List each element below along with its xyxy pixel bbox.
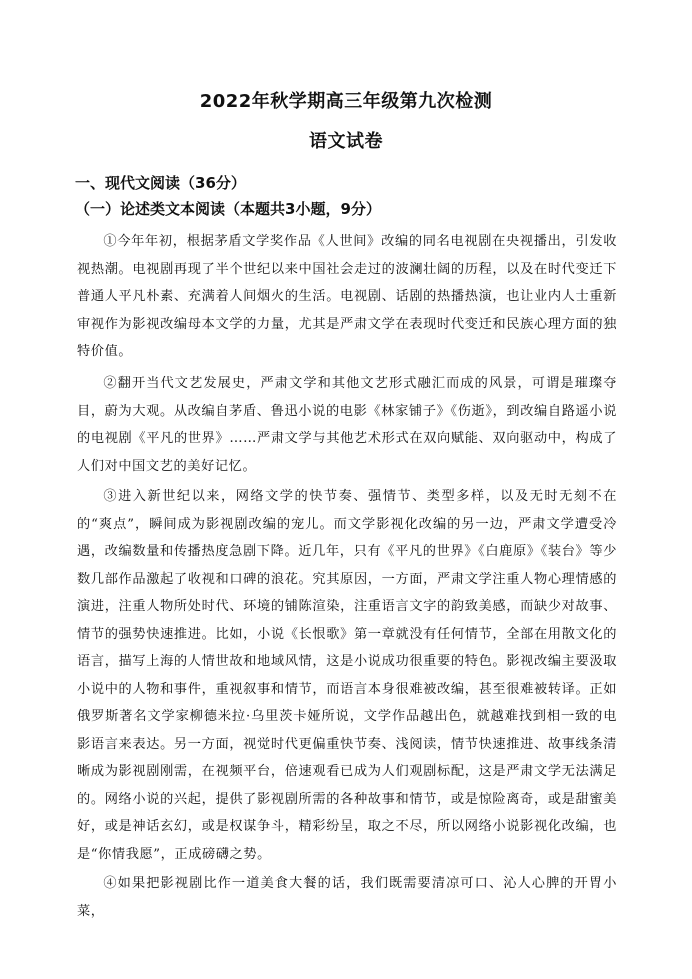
subsection-heading: （一）论述类文本阅读（本题共3小题，9分） [75,200,381,218]
section-heading: 一、现代文阅读（36分） [75,174,246,192]
exam-subtitle: 语文试卷 [309,131,383,152]
exam-title: 2022年秋学期高三年级第九次检测 [199,91,493,112]
paragraph-1: ①今年年初，根据茅盾文学奖作品《人世间》改编的同名电视剧在央视播出，引发收视热潮。电视剧再现了半个世纪以来中国社会走过的波澜壮阔的历程，以及在时代变迁下普通人平凡朴素、充满着人间烟火的生活。电视剧、话剧的热播热演，也让业内人士重新审视作为影视改编母本文学的力量，尤其是严肃文学在表现时代变迁和民族心理方面的独特价值。 [77,234,617,359]
paragraph-4: ④如果把影视剧比作一道美食大餐的话，我们既需要清凉可口、沁人心脾的开胃小菜， [77,876,617,919]
paragraph-2: ②翻开当代文艺发展史，严肃文学和其他文艺形式融汇而成的风景，可谓是璀璨夺目，蔚为大观。从改编自茅盾、鲁迅小说的电影《林家铺子》《伤逝》，到改编自路遥小说的电视剧《平凡的世界》……严肃文学与其他艺术形式在双向赋能、双向驱动中，构成了人们对中国文艺的美好记忆。 [77,376,617,474]
paragraph-3: ③进入新世纪以来，网络文学的快节奏、强情节、类型多样，以及无时无刻不在的“爽点”，瞬间成为影视剧改编的宠儿。而文学影视化改编的另一边，严肃文学遭受冷遇，改编数量和传播热度急剧下降。近几年，只有《平凡的世界》《白鹿原》《装台》等少数几部作品激起了收视和口碑的浪花。究其原因，一方面，严肃文学注重人物心理情感的演进，注重人物所处时代、环境的铺陈渲染，注重语言文字的韵致美感，而缺少对故事、情节的强势快速推进。比如，小说《长恨歌》第一章就没有任何情节，全部在用散文化的语言，描写上海的人情世故和地域风情，这是小说成功很重要的特色。影视改编主要汲取小说中的人物和事件，重视叙事和情节，而语言本身很难被改编，甚至很难被转译。正如俄罗斯著名文学家柳德米拉·乌里茨卡娅所说，文学作品越出色，就越难找到相一致的电影语言来表达。另一方面，视觉时代更偏重快节奏、浅阅读，情节快速推进、故事线条清晰成为影视剧刚需，在视频平台，倍速观看已成为人们观剧标配，这是严肃文学无法满足的。网络小说的兴起，提供了影视剧所需的各种故事和情节，或是惊险离奇，或是甜蜜美好，或是神话玄幻，或是权谋争斗，精彩纷呈，取之不尽，所以网络小说影视化改编，也是“你情我愿”，正成磅礴之势。 [77,489,617,862]
